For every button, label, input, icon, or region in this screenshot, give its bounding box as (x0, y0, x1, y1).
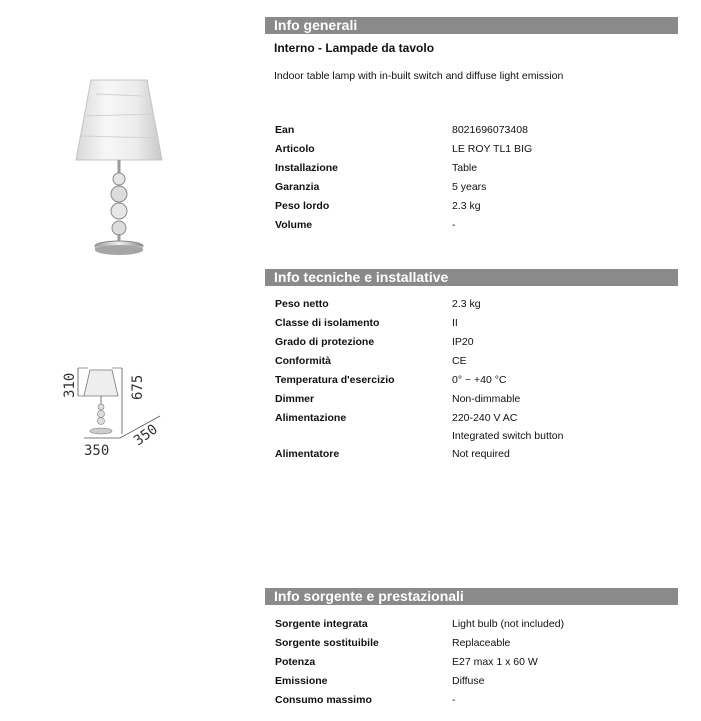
spec-label: Articolo (275, 143, 315, 155)
spec-value: Not required (452, 448, 510, 460)
spec-row (275, 353, 675, 369)
depth-label: 350 (130, 421, 161, 450)
section-header-technical: Info tecniche e installative (265, 269, 678, 286)
spec-value: LE ROY TL1 BIG (452, 143, 533, 155)
spec-value: Light bulb (not included) (452, 618, 565, 630)
product-category: Interno - Lampade da tavolo (274, 41, 435, 55)
spec-label: Ean (275, 124, 295, 136)
spec-label: Emissione (275, 675, 328, 687)
spec-value: Diffuse (452, 675, 485, 687)
spec-label: Garanzia (275, 181, 320, 193)
spec-row (275, 372, 675, 388)
dimension-drawing (54, 358, 184, 466)
width-label: 350 (84, 443, 110, 459)
spec-label: Installazione (275, 162, 339, 174)
spec-row (275, 673, 675, 689)
spec-label: Grado di protezione (275, 336, 375, 348)
product-description: Indoor table lamp with in-built switch and diffuse light emission (274, 70, 564, 82)
total-height-label: 675 (130, 374, 146, 400)
spec-value: CE (452, 355, 467, 367)
spec-value: 2.3 kg (452, 298, 481, 310)
spec-value: Integrated switch button (452, 430, 564, 442)
spec-value: Table (452, 162, 478, 174)
section-header-source: Info sorgente e prestazionali (265, 588, 678, 605)
spec-row (275, 616, 675, 632)
spec-value: 5 years (452, 181, 487, 193)
spec-label: Classe di isolamento (275, 317, 380, 329)
spec-row (275, 692, 675, 708)
spec-row (275, 410, 675, 426)
spec-row (275, 428, 675, 444)
spec-value: - (452, 219, 456, 231)
spec-value: 220-240 V AC (452, 412, 518, 424)
spec-row (275, 391, 675, 407)
spec-row (275, 446, 675, 462)
spec-label: Peso netto (275, 298, 329, 310)
shade-height-label: 310 (62, 372, 78, 398)
section-header-general: Info generali (265, 17, 678, 34)
spec-row (275, 141, 675, 157)
spec-label: Conformità (275, 355, 331, 367)
spec-label: Alimentazione (275, 412, 347, 424)
spec-value: - (452, 694, 456, 706)
spec-label: Sorgente sostituibile (275, 637, 379, 649)
spec-label: Temperatura d'esercizio (275, 374, 395, 386)
lamp-product-image (70, 76, 170, 262)
spec-row (275, 179, 675, 195)
spec-value: 0° ~ +40 °C (452, 374, 507, 386)
spec-row (275, 315, 675, 331)
spec-row (275, 334, 675, 350)
spec-label: Potenza (275, 656, 316, 668)
spec-label: Alimentatore (275, 448, 340, 460)
spec-value: Non-dimmable (452, 393, 521, 405)
spec-row (275, 160, 675, 176)
spec-label: Dimmer (275, 393, 315, 405)
spec-value: 8021696073408 (452, 124, 528, 136)
spec-row (275, 217, 675, 233)
spec-value: Replaceable (452, 637, 511, 649)
spec-row (275, 296, 675, 312)
spec-row (275, 198, 675, 214)
spec-value: IP20 (452, 336, 474, 348)
spec-value: 2.3 kg (452, 200, 481, 212)
spec-row (275, 122, 675, 138)
spec-row (275, 654, 675, 670)
spec-value: II (452, 317, 458, 329)
spec-label: Peso lordo (275, 200, 330, 212)
spec-label: Volume (275, 219, 313, 231)
spec-label: Consumo massimo (275, 694, 372, 706)
spec-row (275, 635, 675, 651)
spec-label: Sorgente integrata (275, 618, 368, 630)
spec-value: E27 max 1 x 60 W (452, 656, 538, 668)
